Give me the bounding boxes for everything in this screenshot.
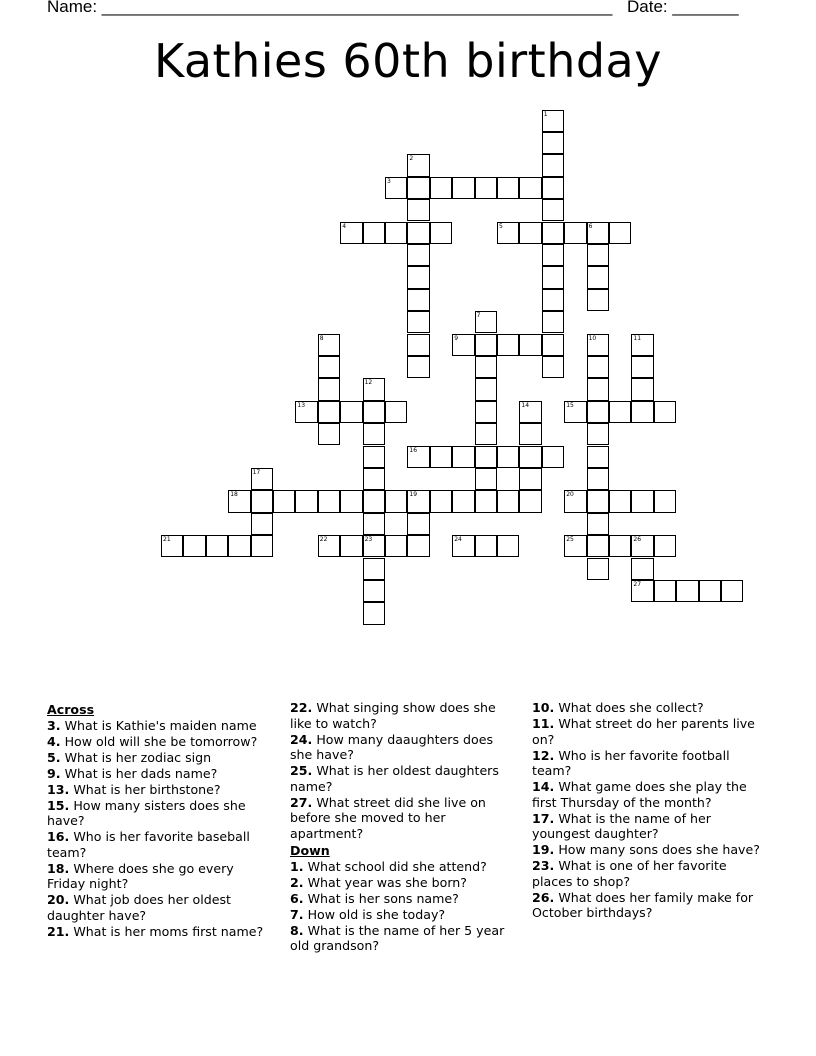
crossword-cell[interactable]	[363, 401, 385, 423]
clue-item	[47, 750, 275, 766]
crossword-cell[interactable]	[363, 580, 385, 602]
clue-text: What is one of her favorite places to shop?	[532, 858, 727, 889]
crossword-cell[interactable]	[699, 580, 721, 602]
crossword-cell[interactable]	[609, 490, 631, 512]
puzzle-title: Kathies 60th birthday	[154, 34, 662, 88]
cell-number: 20	[566, 491, 574, 499]
crossword-cell[interactable]	[318, 356, 340, 378]
crossword-cell[interactable]	[452, 535, 474, 557]
crossword-cell[interactable]	[251, 490, 273, 512]
crossword-cell[interactable]	[340, 222, 362, 244]
cell-number: 19	[409, 491, 418, 499]
crossword-cell[interactable]	[654, 490, 676, 512]
crossword-cell[interactable]	[475, 177, 497, 199]
crossword-cell[interactable]	[654, 580, 676, 602]
clue-number: 11.	[532, 716, 555, 731]
clue-text: What is her dads name?	[60, 765, 218, 781]
clue-text: What street did she live on before she moved to her apartment?	[290, 794, 486, 841]
clue-text: Who is her favorite football team?	[532, 747, 730, 778]
crossword-cell[interactable]	[587, 244, 609, 266]
clue-item	[532, 811, 760, 842]
clue-text: What is her zodiac sign	[60, 749, 212, 765]
crossword-cell[interactable]	[228, 490, 250, 512]
date-field[interactable]: Date: _______	[627, 0, 739, 16]
crossword-cell[interactable]	[363, 602, 385, 624]
crossword-cell[interactable]	[542, 132, 564, 154]
crossword-cell[interactable]	[251, 468, 273, 490]
clue-number: 9.	[47, 765, 61, 781]
clues-column-3	[532, 700, 760, 921]
cell-number: 10	[588, 334, 597, 342]
clue-item	[532, 890, 760, 921]
crossword-cell[interactable]	[475, 490, 497, 512]
crossword-cell[interactable]	[475, 356, 497, 378]
clue-number: 3.	[47, 717, 61, 733]
crossword-cell[interactable]	[430, 177, 452, 199]
crossword-cell[interactable]	[407, 446, 429, 468]
clue-text: What is her birthstone?	[69, 781, 221, 797]
crossword-cell[interactable]	[385, 490, 407, 512]
crossword-cell[interactable]	[542, 311, 564, 333]
crossword-cell[interactable]	[430, 222, 452, 244]
crossword-cell[interactable]	[363, 468, 385, 490]
crossword-cell[interactable]	[407, 177, 429, 199]
crossword-cell[interactable]	[385, 535, 407, 557]
cell-number: 11	[633, 334, 642, 342]
cell-number: 16	[409, 446, 418, 454]
crossword-cell[interactable]	[318, 334, 340, 356]
crossword-cell[interactable]	[609, 401, 631, 423]
crossword-cell[interactable]	[385, 222, 407, 244]
clue-item	[532, 858, 760, 889]
crossword-cell[interactable]	[475, 334, 497, 356]
crossword-cell[interactable]	[363, 558, 385, 580]
clue-text: What is the name of her 5 year old grandson?	[290, 922, 505, 953]
clue-number: 23.	[532, 858, 555, 873]
clue-item	[47, 829, 275, 860]
cell-number: 26	[633, 536, 642, 544]
clue-item	[532, 716, 760, 747]
down-heading: Down	[290, 843, 330, 858]
clue-text: What does she collect?	[554, 700, 704, 715]
cell-number: 4	[342, 222, 347, 230]
crossword-cell[interactable]	[497, 446, 519, 468]
crossword-cell[interactable]	[228, 535, 250, 557]
clue-text: What street do her parents live on?	[532, 716, 755, 747]
cell-number: 21	[163, 536, 171, 544]
crossword-cell[interactable]	[295, 490, 317, 512]
crossword-cell[interactable]	[206, 535, 228, 557]
crossword-cell[interactable]	[497, 334, 519, 356]
clue-number: 5.	[47, 749, 61, 765]
crossword-cell[interactable]	[318, 401, 340, 423]
crossword-cell[interactable]	[587, 289, 609, 311]
clue-text: What does her family make for October birthdays?	[532, 889, 754, 920]
crossword-cell[interactable]	[654, 401, 676, 423]
crossword-cell[interactable]	[721, 580, 743, 602]
crossword-cell[interactable]	[475, 535, 497, 557]
cell-number: 17	[252, 468, 261, 476]
clue-number: 2.	[290, 874, 304, 890]
clue-item	[290, 875, 518, 891]
name-field[interactable]: Name: ______________________________________________________	[47, 0, 613, 16]
crossword-cell[interactable]	[497, 490, 519, 512]
crossword-cell[interactable]	[407, 289, 429, 311]
crossword-cell[interactable]	[519, 468, 541, 490]
clue-item	[47, 718, 275, 734]
crossword-cell[interactable]	[475, 423, 497, 445]
crossword-cell[interactable]	[363, 513, 385, 535]
crossword-cell[interactable]	[587, 446, 609, 468]
clue-item	[47, 782, 275, 798]
crossword-cell[interactable]	[475, 468, 497, 490]
crossword-cell[interactable]	[475, 401, 497, 423]
crossword-cell[interactable]	[407, 244, 429, 266]
crossword-cell[interactable]	[587, 222, 609, 244]
clue-item	[290, 907, 518, 923]
clue-number: 1.	[290, 858, 304, 874]
clue-number: 24.	[290, 731, 313, 747]
crossword-cell[interactable]	[363, 378, 385, 400]
crossword-cell[interactable]	[631, 334, 653, 356]
crossword-cell[interactable]	[587, 535, 609, 557]
crossword-cell[interactable]	[363, 222, 385, 244]
clue-item	[290, 923, 518, 954]
crossword-cell[interactable]	[497, 177, 519, 199]
clue-text: Who is her favorite baseball team?	[47, 829, 250, 860]
clue-item	[47, 798, 275, 829]
crossword-cell[interactable]	[587, 334, 609, 356]
clue-item	[532, 779, 760, 810]
crossword-cell[interactable]	[631, 558, 653, 580]
crossword-cell[interactable]	[452, 446, 474, 468]
crossword-cell[interactable]	[407, 199, 429, 221]
cell-number: 18	[230, 491, 238, 499]
crossword-cell[interactable]	[430, 490, 452, 512]
cell-number: 6	[588, 222, 593, 230]
crossword-cell[interactable]	[676, 580, 698, 602]
clues-column-1	[47, 700, 275, 940]
clue-number: 21.	[47, 923, 70, 939]
crossword-cell[interactable]	[519, 490, 541, 512]
crossword-cell[interactable]	[519, 334, 541, 356]
crossword-cell[interactable]	[407, 311, 429, 333]
crossword-cell[interactable]	[407, 535, 429, 557]
cell-number: 12	[364, 379, 373, 387]
clue-number: 8.	[290, 922, 304, 938]
crossword-cell[interactable]	[587, 378, 609, 400]
crossword-cell[interactable]	[340, 401, 362, 423]
crossword-cell[interactable]	[519, 446, 541, 468]
crossword-cell[interactable]	[318, 378, 340, 400]
clue-text: What job does her oldest daughter have?	[47, 892, 231, 923]
crossword-cell[interactable]	[452, 334, 474, 356]
crossword-cell[interactable]	[407, 356, 429, 378]
clue-item	[290, 795, 518, 842]
cell-number: 15	[566, 401, 574, 409]
clue-text: What year was she born?	[303, 874, 467, 890]
crossword-cell[interactable]	[452, 177, 474, 199]
crossword-cell[interactable]	[542, 244, 564, 266]
clue-number: 25.	[290, 763, 313, 778]
crossword-cell[interactable]	[183, 535, 205, 557]
crossword-cell[interactable]	[340, 490, 362, 512]
crossword-cell[interactable]	[295, 401, 317, 423]
crossword-cell[interactable]	[542, 110, 564, 132]
crossword-cell[interactable]	[609, 222, 631, 244]
crossword-cell[interactable]	[587, 490, 609, 512]
crossword-cell[interactable]	[564, 222, 586, 244]
cell-number: 7	[476, 312, 481, 320]
clue-text: What school did she attend?	[303, 858, 487, 874]
crossword-cell[interactable]	[631, 401, 653, 423]
crossword-cell[interactable]	[475, 311, 497, 333]
crossword-cell[interactable]	[161, 535, 183, 557]
cell-number: 2	[409, 155, 414, 163]
crossword-cell[interactable]	[631, 378, 653, 400]
clue-item	[290, 859, 518, 875]
crossword-cell[interactable]	[587, 558, 609, 580]
crossword-cell[interactable]	[407, 490, 429, 512]
clue-number: 18.	[47, 860, 70, 876]
crossword-cell[interactable]	[363, 446, 385, 468]
clue-item	[532, 748, 760, 779]
crossword-cell[interactable]	[407, 266, 429, 288]
cell-number: 3	[387, 177, 391, 185]
clue-number: 20.	[47, 892, 70, 907]
cell-number: 24	[454, 536, 462, 544]
clue-text: What game does she play the first Thursday of the month?	[532, 779, 747, 810]
crossword-cell[interactable]	[475, 378, 497, 400]
cell-number: 14	[521, 401, 530, 409]
crossword-cell[interactable]	[609, 535, 631, 557]
clue-item	[290, 732, 518, 763]
crossword-cell[interactable]	[407, 154, 429, 176]
clue-text: How old will she be tomorrow?	[60, 733, 258, 749]
crossword-cell[interactable]	[385, 401, 407, 423]
clue-text: What is her oldest daughters name?	[290, 763, 499, 794]
clue-item	[290, 763, 518, 794]
cell-number: 13	[297, 401, 306, 409]
cell-number: 1	[543, 110, 548, 118]
clues-column-2	[290, 700, 518, 954]
clue-item	[47, 924, 275, 940]
crossword-cell[interactable]	[587, 356, 609, 378]
crossword-cell[interactable]	[519, 423, 541, 445]
crossword-cell[interactable]	[542, 446, 564, 468]
clue-item	[532, 842, 760, 858]
crossword-cell[interactable]	[273, 490, 295, 512]
crossword-cell[interactable]	[587, 266, 609, 288]
clue-item	[290, 891, 518, 907]
crossword-cell[interactable]	[251, 535, 273, 557]
clue-number: 17.	[532, 810, 555, 826]
clue-text: How many sisters does she have?	[47, 797, 246, 828]
crossword-cell[interactable]	[519, 222, 541, 244]
crossword-cell[interactable]	[475, 446, 497, 468]
crossword-cell[interactable]	[497, 535, 519, 557]
clue-item	[47, 892, 275, 923]
crossword-cell[interactable]	[542, 154, 564, 176]
clue-number: 10.	[532, 700, 555, 715]
clue-text: What is the name of her youngest daughter?	[532, 810, 711, 841]
crossword-cell[interactable]	[519, 177, 541, 199]
clue-item	[532, 700, 760, 716]
crossword-cell[interactable]	[587, 513, 609, 535]
crossword-cell[interactable]	[542, 289, 564, 311]
clue-item	[290, 700, 518, 731]
crossword-cell[interactable]	[542, 222, 564, 244]
crossword-cell[interactable]	[654, 535, 676, 557]
clue-text: What is Kathie's maiden name	[60, 717, 257, 733]
crossword-cell[interactable]	[564, 490, 586, 512]
crossword-cell[interactable]	[407, 513, 429, 535]
crossword-cell[interactable]	[363, 423, 385, 445]
clue-text: What is her moms first name?	[69, 923, 264, 939]
cell-number: 23	[364, 536, 373, 544]
clue-number: 27.	[290, 794, 313, 810]
crossword-cell[interactable]	[542, 266, 564, 288]
crossword-cell[interactable]	[519, 401, 541, 423]
clue-number: 16.	[47, 829, 70, 844]
crossword-cell[interactable]	[631, 580, 653, 602]
crossword-cell[interactable]	[564, 535, 586, 557]
clue-number: 13.	[47, 781, 70, 797]
clue-text: Where does she go every Friday night?	[47, 860, 234, 891]
clue-number: 4.	[47, 733, 61, 749]
crossword-cell[interactable]	[251, 513, 273, 535]
crossword-cell[interactable]	[542, 334, 564, 356]
crossword-cell[interactable]	[587, 401, 609, 423]
clue-text: What singing show does she like to watch?	[290, 700, 496, 731]
crossword-cell[interactable]	[587, 423, 609, 445]
crossword-cell[interactable]	[385, 177, 407, 199]
cell-number: 22	[319, 536, 328, 544]
crossword-cell[interactable]	[587, 468, 609, 490]
cell-number: 27	[633, 580, 642, 588]
cell-number: 25	[566, 536, 574, 544]
crossword-cell[interactable]	[452, 490, 474, 512]
clue-text: How many sons does she have?	[554, 842, 760, 857]
crossword-cell[interactable]	[497, 222, 519, 244]
crossword-cell[interactable]	[363, 490, 385, 512]
clue-number: 6.	[290, 890, 304, 906]
crossword-cell[interactable]	[318, 535, 340, 557]
cell-number: 9	[454, 334, 459, 342]
clue-text: How old is she today?	[303, 906, 446, 922]
crossword-cell[interactable]	[363, 535, 385, 557]
clue-number: 12.	[532, 747, 555, 763]
clue-number: 19.	[532, 842, 555, 857]
clue-number: 22.	[290, 700, 313, 715]
crossword-cell[interactable]	[340, 535, 362, 557]
crossword-cell[interactable]	[407, 222, 429, 244]
crossword-cell[interactable]	[631, 535, 653, 557]
crossword-cell[interactable]	[318, 423, 340, 445]
crossword-cell[interactable]	[542, 199, 564, 221]
crossword-cell[interactable]	[631, 490, 653, 512]
clue-item	[47, 861, 275, 892]
clue-text: How many daaughters does she have?	[290, 731, 494, 762]
crossword-cell[interactable]	[542, 177, 564, 199]
clue-number: 15.	[47, 797, 70, 813]
clue-item	[47, 734, 275, 750]
clue-number: 7.	[290, 906, 304, 922]
crossword-cell[interactable]	[542, 356, 564, 378]
crossword-cell[interactable]	[430, 446, 452, 468]
cell-number: 5	[499, 222, 503, 230]
crossword-cell[interactable]	[631, 356, 653, 378]
cell-number: 8	[319, 334, 324, 342]
clue-number: 14.	[532, 779, 555, 794]
clue-number: 26.	[532, 889, 555, 905]
across-heading: Across	[47, 702, 95, 717]
clue-item	[47, 766, 275, 782]
clue-text: What is her sons name?	[303, 890, 459, 906]
crossword-cell[interactable]	[564, 401, 586, 423]
crossword-cell[interactable]	[407, 334, 429, 356]
crossword-cell[interactable]	[318, 490, 340, 512]
